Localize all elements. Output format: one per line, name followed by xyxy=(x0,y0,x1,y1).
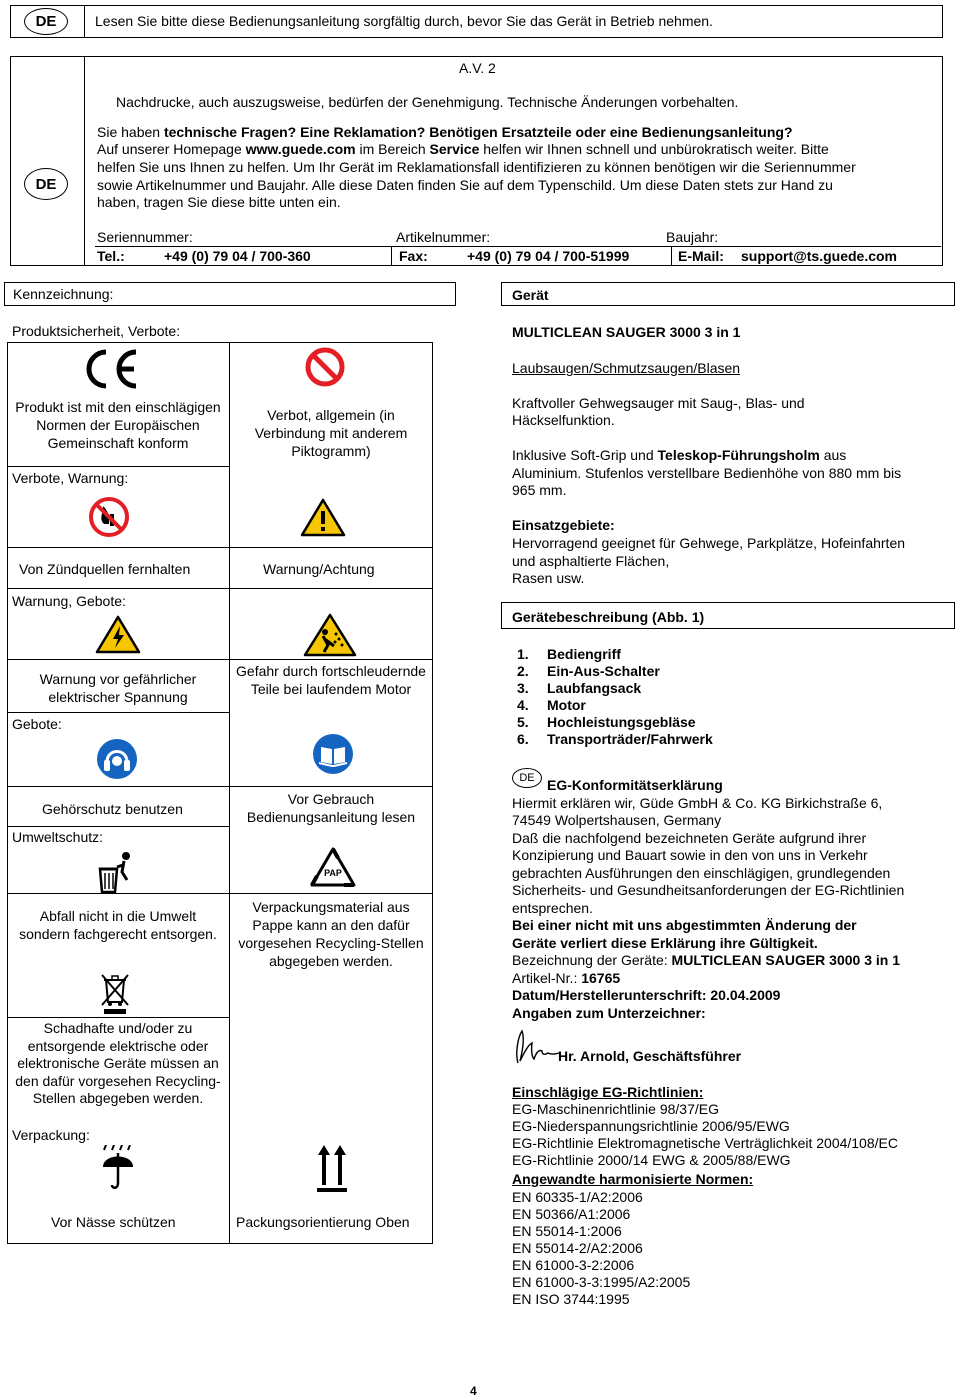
mail-value[interactable]: support@ts.guede.com xyxy=(741,248,897,264)
description-line-4: Aluminium. Stufenlos verstellbare Bedienhöhe von 880 mm bis xyxy=(512,465,902,481)
article-label: Artikelnummer: xyxy=(396,229,491,245)
questions-line xyxy=(97,124,793,141)
row-divider-2 xyxy=(7,547,433,548)
flying-debris-icon xyxy=(302,612,358,658)
directive-item: EG-Richtlinie 2000/14 EWG & 2005/88/EWG xyxy=(512,1152,791,1168)
page-number: 4 xyxy=(470,1384,477,1398)
section-packaging: Verpackung: xyxy=(12,1127,90,1143)
fax-value: +49 (0) 79 04 / 700-51999 xyxy=(467,248,630,264)
section-orders: Gebote: xyxy=(12,716,62,732)
mail-label: E-Mail: xyxy=(678,248,724,264)
ear-protection-text: Gehörschutz benutzen xyxy=(42,801,183,817)
part-item: 5. Hochleistungsgebläse xyxy=(517,714,696,730)
norm-item: EN 55014-2/A2:2006 xyxy=(512,1240,643,1256)
signer-name: Hr. Arnold, Geschäftsführer xyxy=(558,1048,742,1064)
ec-line-8: Bei einer nicht mit uns abgestimmten Änderung der xyxy=(512,917,857,933)
weee-text: Schadhafte und/oder zu entsorgende elektrische oder elektronische Geräte müssen an den dafür vorgesehen Recycling-Stellen abgegeben werden. xyxy=(15,1020,221,1106)
ec-line-10-pre: Bezeichnung der Geräte: xyxy=(512,952,668,968)
description-post: aus xyxy=(823,447,847,463)
norm-item: EN 55014-1:2006 xyxy=(512,1223,622,1239)
ec-line-1: Hiermit erklären wir, Güde GmbH & Co. KG Birkichstraße 6, xyxy=(512,795,883,811)
row-divider-1 xyxy=(7,466,229,467)
geraet-label: Gerät xyxy=(512,287,549,303)
no-ignition-text: Von Zündquellen fernhalten xyxy=(19,561,191,577)
row-divider-8 xyxy=(7,893,433,894)
part-item: 2. Ein-Aus-Schalter xyxy=(517,663,660,679)
no-littering-icon xyxy=(97,850,139,894)
part-item: 3. Laubfangsack xyxy=(517,680,642,696)
prohibition-text: Verbot, allgemein (in Verbindung mit anderem Piktogramm) xyxy=(254,407,408,459)
section-safety: Produktsicherheit, Verbote: xyxy=(12,323,181,339)
contact-rule xyxy=(95,246,941,247)
language-badge-ec: DE xyxy=(512,768,542,788)
contact-sep-1 xyxy=(391,246,392,266)
homepage-mid: im Bereich xyxy=(359,141,426,157)
ec-line-13: Angaben zum Unterzeichner: xyxy=(512,1005,706,1021)
top-notice-text: Lesen Sie bitte diese Bedienungsanleitung sorgfältig durch, bevor Sie das Gerät in Betrieb nehmen. xyxy=(95,13,713,29)
description-bold: Teleskop-Führungsholm xyxy=(657,447,820,463)
ec-line-2: 74549 Wolpertshausen, Germany xyxy=(512,812,722,828)
directive-item: EG-Richtlinie Elektromagnetische Verträglichkeit 2004/108/EC xyxy=(512,1135,898,1151)
tel-value: +49 (0) 79 04 / 700-360 xyxy=(164,248,311,264)
ec-line-5: gebrachten Ausführungen den einschlägigen, grundlegenden xyxy=(512,865,891,881)
ec-line-9: Geräte verliert diese Erklärung ihre Gültigkeit. xyxy=(512,935,818,951)
fax-label: Fax: xyxy=(399,248,428,264)
description-line-5: 965 mm. xyxy=(512,482,567,498)
tel-label: Tel.: xyxy=(97,248,125,264)
homepage-pre: Auf unserer Homepage xyxy=(97,141,242,157)
section-warning-orders: Warnung, Gebote: xyxy=(12,593,126,609)
description-line-3 xyxy=(512,447,846,464)
section-environment: Umweltschutz: xyxy=(12,829,104,845)
directive-item: EG-Maschinenrichtlinie 98/37/EG xyxy=(512,1101,719,1117)
norms-list xyxy=(512,1189,690,1308)
norm-item: EN 61000-3-2:2006 xyxy=(512,1257,635,1273)
row-divider-6 xyxy=(7,786,433,787)
info-line-3: helfen Sie uns Ihnen zu helfen. Um Ihr Gerät im Reklamationsfall identifizieren zu können benötigen wir die Seriennummer xyxy=(97,159,856,175)
this-way-up-text: Packungsorientierung Oben xyxy=(236,1214,410,1230)
ec-line-10 xyxy=(512,952,900,969)
ec-title: EG-Konformitätserklärung xyxy=(547,777,723,793)
usage-title: Einsatzgebiete: xyxy=(512,517,615,533)
part-item: 4. Motor xyxy=(517,697,586,713)
info-line-4: sowie Artikelnummer und Baujahr. Alle diese Daten finden Sie auf dem Typenschild. Um diese Daten stets zur Hand zu xyxy=(97,177,833,193)
row-divider-9 xyxy=(7,1017,229,1018)
usage-line-1: Hervorragend geeignet für Gehwege, Parkplätze, Hofeinfahrten xyxy=(512,535,906,551)
parts-list xyxy=(517,646,713,748)
pap-recycling-text: Verpackungsmaterial aus Pappe kann an den dafür vorgesehen Recycling-Stellen abgegeben werden. xyxy=(238,899,424,969)
part-item: 1. Bediengriff xyxy=(517,646,621,662)
ec-line-3: Daß die nachfolgend bezeichneten Geräte aufgrund ihrer xyxy=(512,830,867,846)
description-line-2: Häckselfunktion. xyxy=(512,412,615,428)
directives-list xyxy=(512,1101,898,1169)
norm-item: EN 50366/A1:2006 xyxy=(512,1206,631,1222)
flying-debris-text: Gefahr durch fortschleudernde Teile bei laufendem Motor xyxy=(236,663,426,697)
row-divider-4 xyxy=(7,659,433,660)
prohibition-icon xyxy=(305,347,345,387)
contact-sep-2 xyxy=(671,246,672,266)
row-divider-7 xyxy=(7,826,229,827)
directive-item: EG-Niederspannungsrichtlinie 2006/95/EWG xyxy=(512,1118,790,1134)
homepage-post: helfen wir Ihnen schnell und unbürokratisch weiter. Bitte xyxy=(483,141,829,157)
ec-line-12: Datum/Herstellerunterschrift: 20.04.2009 xyxy=(512,987,781,1003)
questions-bold: technische Fragen? Eine Reklamation? Benötigen Ersatzteile oder eine Bedienungsanleitung? xyxy=(163,124,793,140)
serial-label: Seriennummer: xyxy=(97,229,193,245)
keep-dry-icon xyxy=(100,1145,136,1191)
year-label: Baujahr: xyxy=(666,229,719,245)
section-warning: Verbote, Warnung: xyxy=(12,470,129,486)
warning-icon xyxy=(300,497,346,537)
this-way-up-icon xyxy=(315,1143,349,1193)
row-divider-3 xyxy=(7,588,433,589)
no-ignition-icon xyxy=(88,496,130,538)
ec-line-10-bold: MULTICLEAN SAUGER 3000 3 in 1 xyxy=(671,952,900,968)
usage-line-3: Rasen usw. xyxy=(512,570,585,586)
norms-title: Angewandte harmonisierte Normen: xyxy=(512,1171,754,1187)
kennzeichnung-label: Kennzeichnung: xyxy=(13,286,114,302)
norm-item: EN 60335-1/A2:2006 xyxy=(512,1189,643,1205)
ec-line-7: entsprechen. xyxy=(512,900,593,916)
language-badge-top: DE xyxy=(24,8,68,35)
homepage-line xyxy=(97,141,829,158)
questions-pre: Sie haben xyxy=(97,124,161,140)
norm-item: EN 61000-3-3:1995/A2:2005 xyxy=(512,1274,691,1290)
info-box-divider xyxy=(84,56,85,266)
norm-item: EN ISO 3744:1995 xyxy=(512,1291,630,1307)
description-pre: Inklusive Soft-Grip und xyxy=(512,447,654,463)
model-name: MULTICLEAN SAUGER 3000 3 in 1 xyxy=(512,324,741,340)
homepage-service: Service xyxy=(429,141,480,157)
directives-title: Einschlägige EG-Richtlinien: xyxy=(512,1084,704,1100)
symbol-table-col-divider xyxy=(229,342,230,1244)
part-item: 6. Transporträder/Fahrwerk xyxy=(517,731,713,747)
ec-line-4: Konzipierung und Bauart sowie in den von uns in Verkehr xyxy=(512,847,868,863)
model-subtitle: Laubsaugen/Schmutzsaugen/Blasen xyxy=(512,360,741,376)
row-divider-5 xyxy=(7,712,229,713)
ec-line-11-pre: Artikel-Nr.: xyxy=(512,970,578,986)
ce-mark-icon xyxy=(80,348,142,390)
read-manual-text: Vor Gebrauch Bedienungsanleitung lesen xyxy=(246,791,416,825)
voltage-warning-icon xyxy=(95,614,141,654)
ear-protection-icon xyxy=(96,738,138,780)
ec-line-11-bold: 16765 xyxy=(581,970,621,986)
reprint-text: Nachdrucke, auch auszugsweise, bedürfen der Genehmigung. Technische Änderungen vorbehalten. xyxy=(116,94,739,110)
pap-label: PAP xyxy=(324,868,342,878)
ce-text: Produkt ist mit den einschlägigen Normen der Europäischen Gemeinschaft konform xyxy=(15,399,221,451)
geraet-box xyxy=(501,282,955,306)
read-manual-icon xyxy=(312,733,354,775)
keep-dry-text: Vor Nässe schützen xyxy=(51,1214,176,1230)
info-line-5: haben, tragen Sie diese bitte unten ein. xyxy=(97,194,341,210)
language-badge-info: DE xyxy=(24,168,68,200)
ec-line-11 xyxy=(512,970,620,987)
weee-crossed-bin-icon xyxy=(98,972,132,1014)
voltage-warning-text: Warnung vor gefährlicher elektrischer Spannung xyxy=(39,671,197,705)
description-title: Gerätebeschreibung (Abb. 1) xyxy=(512,609,705,625)
description-line-1: Kraftvoller Gehwegsauger mit Saug-, Blas- und xyxy=(512,395,805,411)
ec-line-6: Sicherheits- und Gesundheitsanforderungen der EG-Richtlinien xyxy=(512,882,905,898)
signature-image xyxy=(512,1027,560,1067)
usage-line-2: und asphaltierte Flächen, xyxy=(512,553,670,569)
homepage-url[interactable]: www.guede.com xyxy=(245,141,356,157)
version-text: A.V. 2 xyxy=(459,60,496,76)
warning-text: Warnung/Achtung xyxy=(263,561,375,577)
top-notice-divider xyxy=(84,5,85,38)
no-littering-text: Abfall nicht in die Umwelt sondern fachgerecht entsorgen. xyxy=(19,908,217,942)
